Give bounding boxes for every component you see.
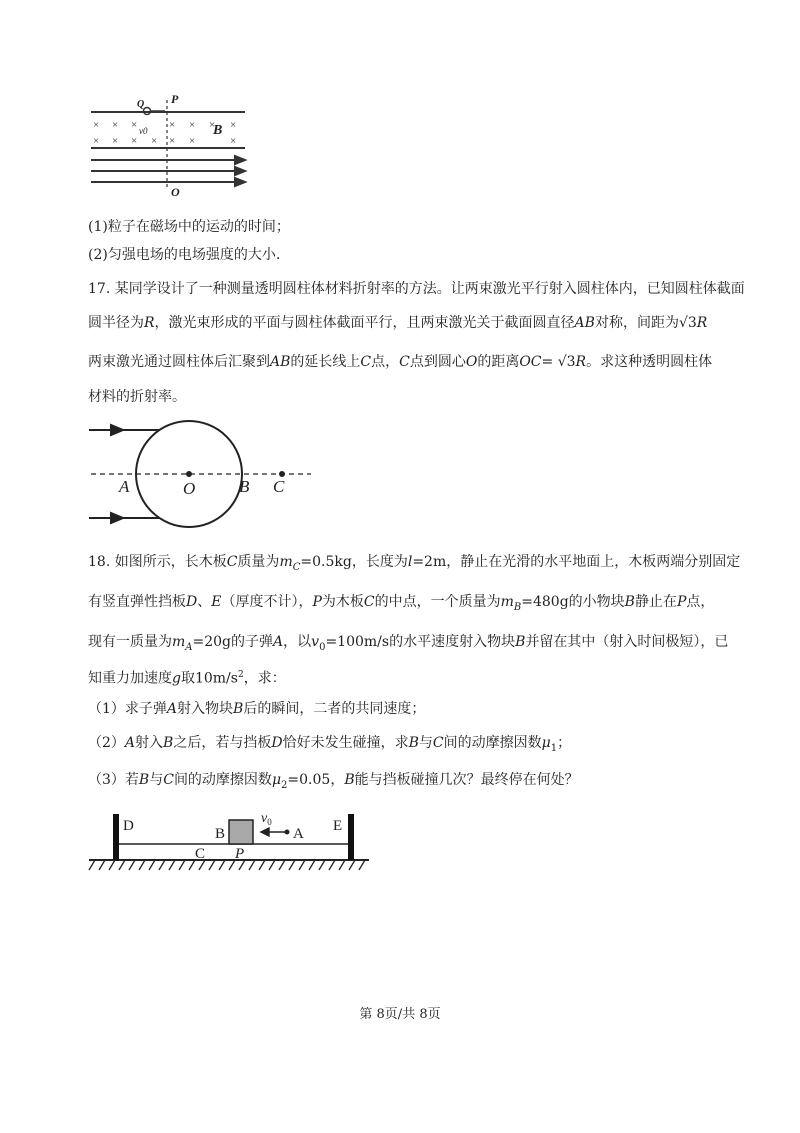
fig17-label-A: A: [119, 477, 130, 496]
fig18-label-P: P: [235, 846, 245, 862]
svg-text:×: ×: [112, 119, 119, 131]
fig18-label-D: D: [123, 818, 134, 834]
q18-sub3: （3）若B与C间的动摩擦因数$\mu_2=0.05$，B能与挡板碰撞几次？最终停在何处？: [88, 772, 579, 791]
svg-text:×: ×: [93, 119, 100, 131]
q18-sub1: （1）求子弹A射入物块B后的瞬间，二者的共同速度；: [88, 701, 426, 717]
svg-text:×: ×: [189, 119, 196, 131]
q18-line2: 有竖直弹性挡板D、E（厚度不计），P为木板C的中点，一个质量为$m_B=480g$的小物块B静止在P点，: [88, 594, 715, 613]
q18-line4: 知重力加速度g取$10m/s^2$，求：: [88, 670, 286, 687]
fig18-wall-E: [348, 814, 354, 860]
q17-line4: 材料的折射率。: [88, 389, 186, 405]
q17-line1: 17. 某同学设计了一种测量透明圆柱体材料折射率的方法。让两束激光平行射入圆柱体内，已知圆柱体截面: [88, 281, 745, 297]
svg-text:×: ×: [189, 135, 196, 147]
fig17-point-O: [186, 471, 192, 477]
svg-text:×: ×: [209, 119, 216, 131]
fig17-label-B: B: [239, 477, 250, 496]
fig18-diagram: [85, 808, 375, 880]
q18-line3: 现有一质量为$m_A=20g$的子弹A，以$v_0=100m/s$的水平速度射入物块B并留在其中（射入时间极短），已: [88, 634, 729, 653]
q18-line1: 18. 如图所示，长木板C质量为$m_C=0.5kg$，长度为l=2m，静止在光滑的水平地面上，木板两端分别固定: [88, 554, 741, 573]
q16-sub2: (2)匀强电场的电场强度的大小.: [88, 247, 281, 263]
svg-text:×: ×: [131, 135, 138, 147]
fig18-label-E: E: [333, 818, 343, 834]
svg-text:×: ×: [230, 119, 237, 131]
fig18-wall-D: [113, 814, 119, 860]
fig18-block-B: [229, 820, 253, 844]
fig18-bullet-A: [285, 830, 290, 835]
fig17-laser-beam-upper: [89, 425, 159, 435]
page-number: 第 8页/共 8页: [359, 1007, 441, 1022]
fig18-label-C: C: [195, 846, 206, 862]
fig17-diagram: [85, 418, 315, 530]
fig16-diagram: [85, 92, 255, 200]
q17-line2: 圆半径为R，激光束形成的平面与圆柱体截面平行，且两束激光关于截面圆直径AB对称，间距为√3R: [88, 315, 708, 331]
fig16-electric-field-lines: [91, 156, 245, 186]
fig18-label-A: A: [293, 826, 304, 842]
q17-line3: 两束激光通过圆柱体后汇聚到AB的延长线上C点，C点到圆心O的距离OC= √3R。求这种透明圆柱体: [88, 354, 713, 370]
fig18-ground: [89, 860, 369, 870]
svg-text:×: ×: [131, 119, 138, 131]
q16-sub1: (1)粒子在磁场中的运动的时间；: [88, 219, 290, 235]
fig16-label-B: B: [213, 123, 223, 138]
fig16-label-Q: Q: [137, 99, 145, 110]
svg-text:×: ×: [230, 135, 237, 147]
fig18-board-C: [115, 844, 353, 860]
svg-text:×: ×: [169, 119, 176, 131]
fig16-label-P: P: [171, 92, 179, 106]
svg-text:×: ×: [169, 135, 176, 147]
fig16-label-O: O: [171, 185, 180, 199]
fig17-label-O: O: [183, 479, 196, 498]
fig17-laser-beam-lower: [89, 513, 159, 523]
svg-text:×: ×: [151, 135, 158, 147]
fig18-label-B: B: [215, 826, 226, 842]
svg-text:×: ×: [112, 135, 119, 147]
fig17-label-C: C: [273, 477, 285, 496]
svg-text:×: ×: [93, 135, 100, 147]
fig18-velocity-arrow: [261, 828, 285, 836]
q18-sub2: （2）A射入B之后，若与挡板D恰好未发生碰撞，求B与C间的动摩擦因数$\mu_1$；: [88, 735, 572, 754]
fig16-label-v0: v0: [139, 126, 148, 136]
fig18-label-v0: $v_0$: [261, 811, 272, 827]
